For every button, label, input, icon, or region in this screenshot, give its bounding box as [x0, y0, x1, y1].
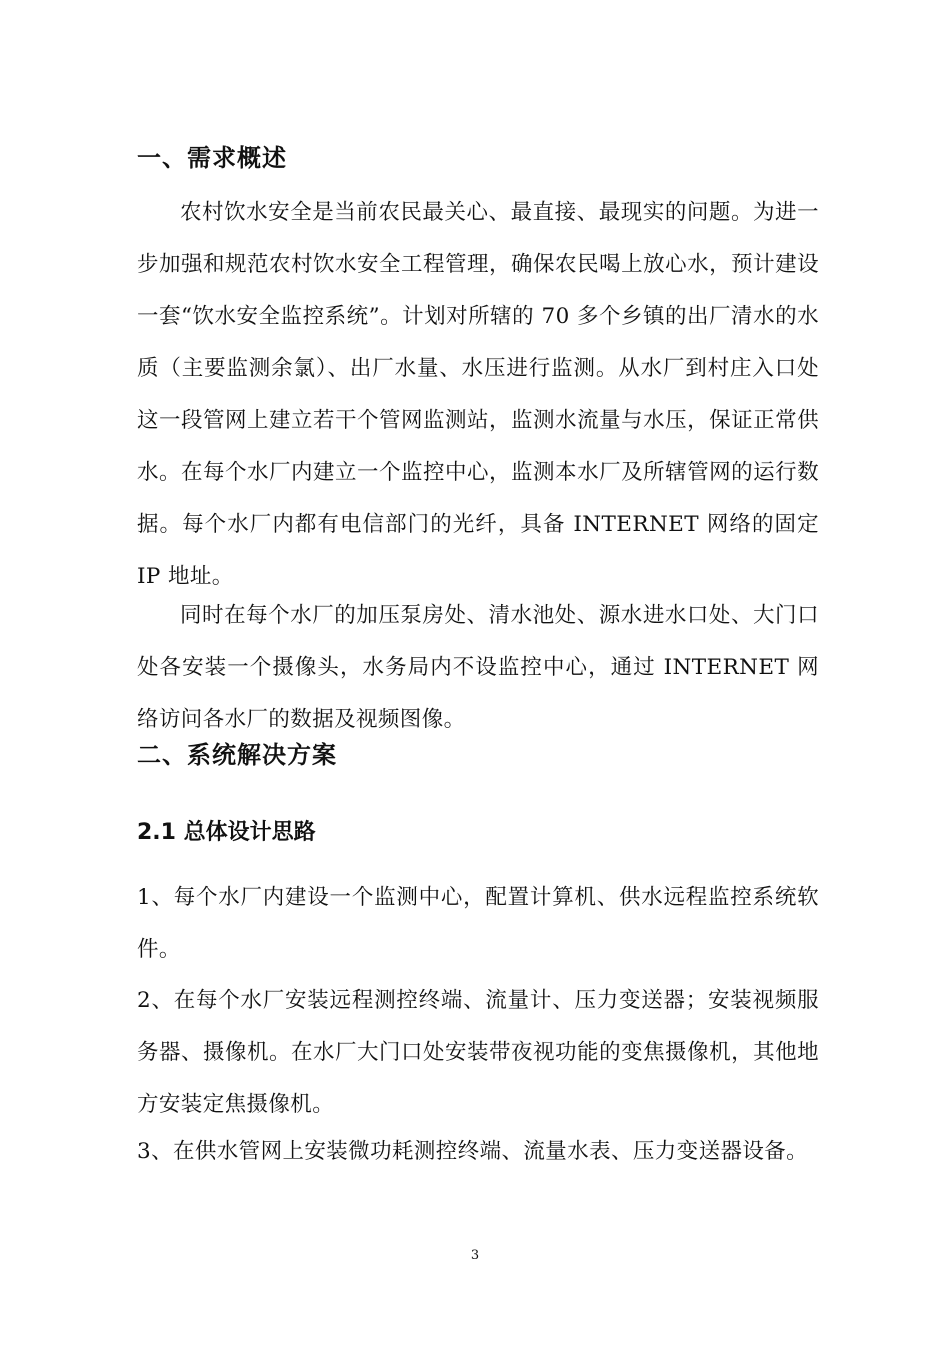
subsection-title-design: 2.1 总体设计思路	[137, 820, 316, 845]
page-number: 3	[470, 1248, 480, 1263]
paragraph-requirements-2: 同时在每个水厂的加压泵房处、清水池处、源水进水口处、大门口处各安装一个摄像头，水务局内不设监控中心，通过 INTERNET 网络访问各水厂的数据及视频图像。	[137, 603, 819, 732]
list-item-3: 3、在供水管网上安装微功耗测控终端、流量水表、压力变送器设备。	[137, 1139, 809, 1164]
list-item-2: 2、在每个水厂安装远程测控终端、流量计、压力变送器；安装视频服务器、摄像机。在水厂大门口处安装带夜视功能的变焦摄像机，其他地方安装定焦摄像机。	[137, 988, 819, 1117]
section-title-solution: 二、系统解决方案	[137, 741, 337, 769]
paragraph-requirements-1: 农村饮水安全是当前农民最关心、最直接、最现实的问题。为进一步加强和规范农村饮水安全工程管理，确保农民喝上放心水，预计建设一套“饮水安全监控系统”。计划对所辖的 70 多个乡镇的出厂清水的水质（主要监测余氯）、出厂水量、水压进行监测。从水厂到村庄入口处这一段管网上建立若干个管网监测站，监测水流量与水压，保证正常供水。在每个水厂内建立一个监控中心，监测本水厂及所辖管网的运行数据。每个水厂内都有电信部门的光纤，具备 INTERNET 网络的固定 IP 地址。	[137, 200, 819, 589]
list-item-1: 1、每个水厂内建设一个监测中心，配置计算机、供水远程监控系统软件。	[137, 885, 819, 962]
section-title-requirements: 一、需求概述	[137, 144, 287, 172]
